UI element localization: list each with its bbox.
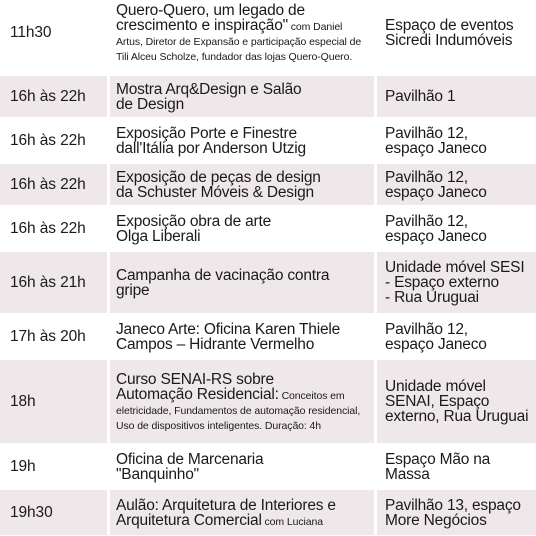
activity-title: Curso SENAI-RS sobre Automação Residencial: xyxy=(116,370,279,403)
time-cell: 16h às 21h xyxy=(0,252,110,313)
time-cell: 19h30 xyxy=(0,490,110,535)
activity-cell xyxy=(110,490,377,535)
time-cell: 16h às 22h xyxy=(0,76,110,117)
place-cell: Espaço Mão na Massa xyxy=(377,446,536,487)
time-cell: 16h às 22h xyxy=(0,164,110,205)
activity-details: com Daniel Artus, Diretor de Expansão e participação especial de Tili Alceu Scholze, fundador das lojas Quero-Quero. xyxy=(116,20,362,63)
place-cell: Unidade móvel SENAI, Espaço externo, Rua Uruguai xyxy=(377,360,536,443)
place-cell: Unidade móvel SESI - Espaço externo - Rua Uruguai xyxy=(377,252,536,313)
activity-details: Conceitos em eletricidade, Fundamentos de automação residencial, Uso de dispositivos inteligentes. Duração: 4h xyxy=(116,389,361,432)
time-cell: 17h às 20h xyxy=(0,316,110,357)
place-cell: Pavilhão 12, espaço Janeco xyxy=(377,164,536,205)
activity-details: com Luciana xyxy=(261,515,323,528)
table-row xyxy=(0,208,536,252)
activity-title: Janeco Arte: Oficina Karen Thiele Campos – Hidrante Vermelho xyxy=(116,320,341,353)
place-cell: Pavilhão 13, espaço More Negócios xyxy=(377,490,536,535)
table-row xyxy=(0,446,536,490)
activity-cell xyxy=(110,208,377,249)
time-cell: 18h xyxy=(0,360,110,443)
activity-title: Aulão: Arquitetura de Interiores e Arquitetura Comercial xyxy=(116,496,336,529)
table-row xyxy=(0,164,536,208)
activity-cell xyxy=(110,252,377,313)
activity-cell xyxy=(110,76,377,117)
table-row xyxy=(0,76,536,120)
activity-cell xyxy=(110,446,377,487)
time-cell: 11h30 xyxy=(0,0,110,73)
activity-cell xyxy=(110,360,377,443)
activity-title: Exposição obra de arte Olga Liberali xyxy=(116,212,272,245)
activity-title: Quero-Quero, um legado de crescimento e inspiração" xyxy=(116,1,305,34)
time-cell: 19h xyxy=(0,446,110,487)
activity-cell xyxy=(110,0,377,73)
table-row xyxy=(0,0,536,76)
activity-title: Exposição Porte e Finestre dall'Itália por Anderson Utzig xyxy=(116,124,306,157)
activity-title: Exposição de peças de design da Schuster Móveis & Design xyxy=(116,168,321,201)
place-cell: Pavilhão 12, espaço Janeco xyxy=(377,316,536,357)
time-cell: 16h às 22h xyxy=(0,208,110,249)
activity-cell xyxy=(110,316,377,357)
place-cell: Pavilhão 1 xyxy=(377,76,536,117)
place-cell: Pavilhão 12, espaço Janeco xyxy=(377,120,536,161)
time-cell: 16h às 22h xyxy=(0,120,110,161)
table-row xyxy=(0,360,536,446)
activity-cell xyxy=(110,164,377,205)
table-row xyxy=(0,490,536,536)
activity-title: Campanha de vacinação contra gripe xyxy=(116,266,330,299)
place-cell: Pavilhão 12, espaço Janeco xyxy=(377,208,536,249)
place-cell: Espaço de eventos Sicredi Indumóveis xyxy=(377,0,536,73)
activity-title: Mostra Arq&Design e Salão de Design xyxy=(116,80,302,113)
table-row xyxy=(0,252,536,316)
activity-title: Oficina de Marcenaria "Banquinho" xyxy=(116,450,264,483)
table-row xyxy=(0,120,536,164)
activity-cell xyxy=(110,120,377,161)
table-row xyxy=(0,316,536,360)
